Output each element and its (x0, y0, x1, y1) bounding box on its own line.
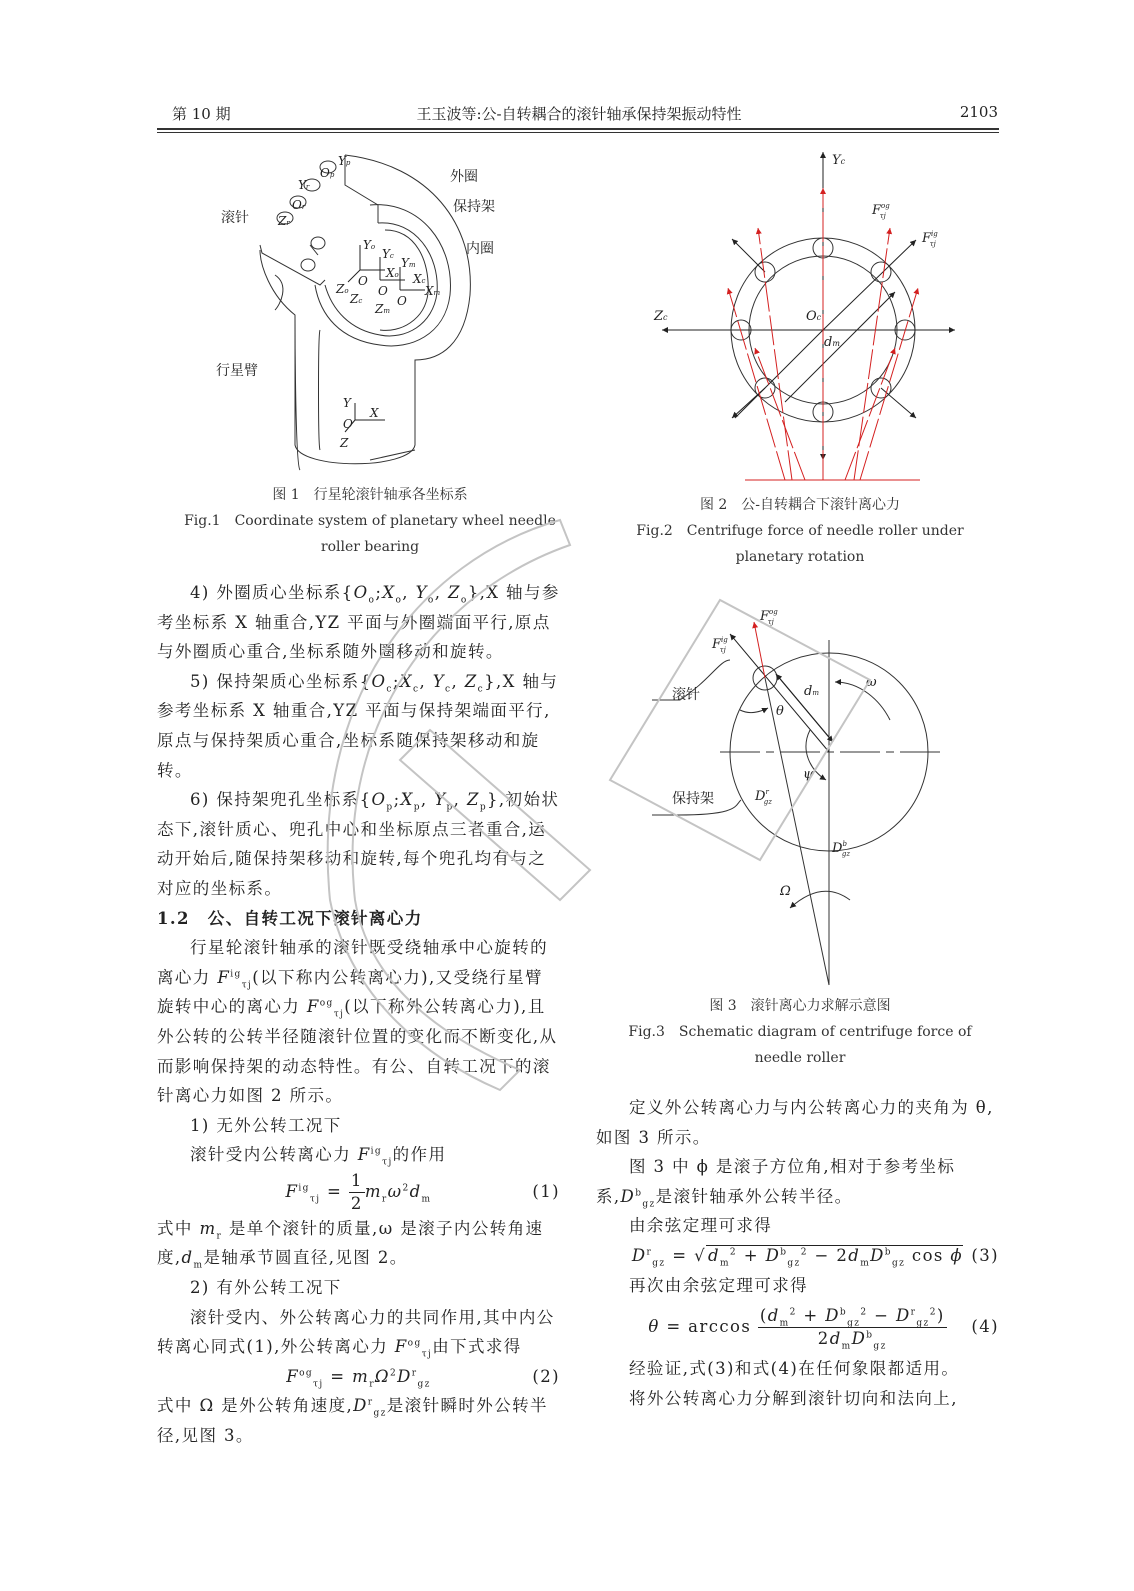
svg-text:Or: Or (292, 198, 306, 212)
text: 滚针受内公转离心力 (190, 1145, 358, 1165)
svg-text:Yo: Yo (363, 238, 376, 252)
text: 由下式求得 (432, 1337, 522, 1357)
svg-text:Zo: Zo (336, 282, 349, 296)
svg-text:Fogτj: $F^{og}$ τj (872, 202, 890, 220)
caption-cn: 图 3 滚针离心力求解示意图 (709, 998, 891, 1014)
paragraph-intro: 行星轮滚针轴承的滚针既受绕轴承中心旋转的离心力 $F^{ig}_{\tau j}$(以下称内公转离心力),又受绕行星臂旋转中心的离心力 $F^{og}_{\tau j}$(以下称外公转离心力),且外公转的公转半径随滚针位置的变化而不断变化,从而影响保持架的动态特性。有公、自转工况下的滚针离心力如图 2 所示。 (157, 938, 558, 1106)
caption-en-2: planetary rotation (735, 549, 865, 565)
paragraph-cosine-2: 再次由余弦定理可求得 (629, 1275, 808, 1295)
text: 4) 外圈质心坐标系{ (190, 583, 354, 602)
svg-text:O: O (378, 284, 388, 298)
text: 式中 (157, 1218, 200, 1238)
equation-number: (3) (971, 1245, 999, 1265)
left-column (157, 578, 560, 1451)
equation-2-description: 式中 Ω 是外公转角速度$,D^r_{gz}$是滚针瞬时外公转半径,见图 3。 (157, 1396, 548, 1446)
right-column (596, 1093, 999, 1413)
svg-text:Figτj: $F^{ig}$ τj (922, 230, 938, 248)
svg-text:Xo: Xo (386, 266, 399, 280)
text: 的作用 (392, 1145, 447, 1165)
paragraph-pocket-frame: 6) 保持架兜孔坐标系{$O_p;X_p$, $Y_p$, $Z_p$},初始状态下,滚针质心、兜孔中心和坐标原点三者重合,运动开始后,随保持架移动和旋转,每个兜孔均有与之对应的坐标系。 (157, 790, 560, 898)
running-header (160, 103, 998, 125)
text: 式中 Ω 是外公转角速度, (157, 1396, 354, 1416)
label-needle: 滚针 (221, 210, 249, 226)
equation-1-description: 式中 $m_r$ 是单个滚针的质量,ω 是滚子内公转角速度$,d_m$是轴承节圆直径,见图 2。 (157, 1218, 544, 1271)
header-rule-thin (157, 132, 999, 133)
svg-text:Dbgz: $D^b$ gz (832, 840, 851, 858)
text: 行星轮滚针轴承的滚针既受绕轴承中心旋转的离心力 (157, 938, 548, 987)
paragraph-verification: 经验证,式(3)和式(4)在任何象限都适用。 (629, 1359, 960, 1379)
text: 滚针受内、外公转离心力的共同作用,其中内公转离心同式(1),外公转离心力 (157, 1307, 555, 1357)
svg-text:Z: Z (340, 436, 349, 450)
label-outer-ring: 外圈 (450, 169, 478, 185)
text: (以下称外公转离心力),且外公转的公转半径随滚针位置的变化而不断变化,从而影响保持架的动态特性。有公、自转工况下的滚针离心力如图 2 所示。 (157, 997, 558, 1106)
svg-text:ψ: ψ (803, 767, 814, 782)
running-title: 王玉波等:公-自转耦合的滚针轴承保持架振动特性 (416, 105, 742, 123)
svg-text:Yc: Yc (382, 247, 394, 261)
text: },X 轴与参考坐标系 X 轴重合,YZ 平面与保持架端面平行,原点与保持架质心重合,坐标系随保持架移动和旋转。 (157, 671, 559, 780)
text: (以下称内公转离心力),又受绕行星臂旋转中心的离心力 (157, 967, 544, 1017)
svg-text:ω: ω (866, 675, 877, 690)
svg-text:θ: θ (776, 704, 784, 719)
figure-1-caption (160, 482, 580, 560)
text: 5) 保持架质心坐标系{ (190, 671, 372, 691)
svg-text:Xm: Xm (425, 284, 441, 298)
equation-2: $F^{og}_{\tau j} = m_r\Omega^2D^r_{gz}$ (2) (157, 1362, 560, 1392)
caption-en: Fig.3 Schematic diagram of centrifuge force of (628, 1024, 972, 1040)
figure-2-centrifuge-diagram (640, 140, 960, 490)
text: 6) 保持架兜孔坐标系{ (190, 790, 372, 810)
caption-en-2: roller bearing (320, 539, 420, 555)
svg-text:dm: dm (804, 684, 819, 699)
svg-text:Ym: Ym (401, 256, 416, 270)
section-heading: 1.2 公、自转工况下滚针离心力 (157, 908, 423, 928)
figure-3-caption (610, 993, 990, 1071)
equation-3: $D^r_{gz}$ = √ $d_m^2 + D^b_{gz}^2 - 2d_mD^b_{gz}$ cos ϕ (3) (596, 1241, 999, 1271)
svg-text:Zm: Zm (375, 302, 390, 316)
case-1-heading: 1) 无外公转工况下 (190, 1115, 342, 1135)
equation-number: (1) (532, 1181, 560, 1201)
svg-text:dm: dm (824, 335, 840, 350)
svg-text:O: O (343, 417, 353, 431)
label-cage: 保持架 (453, 199, 495, 215)
svg-text:Zr: Zr (278, 214, 290, 228)
svg-text:Oc: Oc (806, 309, 822, 324)
figure-2-caption (610, 492, 990, 570)
label-inner-ring: 内圈 (466, 241, 494, 257)
svg-text:Op: Op (320, 166, 335, 180)
equation-4: θ = arccos $\frac{(d_m^2 + D^b_{gz}^2 - D^r_{gz}^2)}{2d_mD^b_{gz}}$ (4) (596, 1300, 999, 1354)
paragraph-angle-definition: 定义外公转离心力与内公转离心力的夹角为 θ,如图 3 所示。 (596, 1098, 994, 1147)
equation-number: (4) (971, 1317, 999, 1337)
svg-text:Yc: Yc (832, 153, 846, 168)
issue-number: 第 10 期 (172, 105, 231, 123)
svg-text:X: X (370, 406, 379, 420)
svg-text:O: O (358, 274, 368, 288)
case-2-text: 滚针受内、外公转离心力的共同作用,其中内公转离心同式(1),外公转离心力 $F^{og}_{\tau j}$由下式求得 (157, 1307, 555, 1360)
svg-text:Drgz: $D^r$ gz (755, 788, 772, 806)
caption-cn: 图 1 行星轮滚针轴承各坐标系 (272, 487, 468, 503)
svg-text:O: O (397, 294, 407, 308)
text: },X 轴与参考坐标系 X 轴重合,YZ 平面与外圈端面平行,原点与外圈质心重合,坐标系随外圈移动和旋转。 (157, 583, 560, 662)
svg-text:Y: Y (343, 396, 351, 410)
paragraph-cosine-1: 由余弦定理可求得 (629, 1216, 773, 1236)
svg-text:Zc: Zc (654, 309, 668, 324)
case-2-heading: 2) 有外公转工况下 (190, 1278, 342, 1298)
text: 图 3 中 ϕ 是滚子方位角,相对于参考坐标系, (596, 1157, 956, 1206)
svg-text:Xc: Xc (413, 272, 426, 286)
page-number: 2103 (959, 103, 998, 121)
caption-cn: 图 2 公-自转耦合下滚针离心力 (699, 497, 901, 513)
svg-text:Figτj: $F^{ig}$ τj (712, 636, 728, 654)
label-planet-arm: 行星臂 (216, 363, 258, 379)
figure-1-bearing-drawing (200, 145, 520, 475)
label-cage: 保持架 (672, 791, 714, 807)
svg-text:Fogτj: $F^{og}$ τj (760, 608, 778, 626)
text: 是滚针瞬时外公转半径,见图 3。 (157, 1396, 548, 1446)
caption-en: Fig.1 Coordinate system of planetary wheel needle (184, 513, 556, 529)
text: 是滚针轴承外公转半径。 (655, 1186, 853, 1206)
svg-text:Zc: Zc (350, 292, 363, 306)
text: 是单个滚针的质量,ω 是滚子内公转角速度, (157, 1218, 544, 1268)
caption-en-2: needle roller (754, 1050, 846, 1066)
paragraph-cage-frame: 5) 保持架质心坐标系{$O_c;X_c$, $Y_c$, $Z_c\},X$ 轴与参考坐标系 X 轴重合,YZ 平面与保持架端面平行,原点与保持架质心重合,坐标系随保持架移动和旋转。 (157, 671, 559, 780)
svg-text:Ω: Ω (780, 884, 791, 899)
label-needle: 滚针 (672, 687, 700, 703)
paragraph-outer-ring-frame: 4) 外圈质心坐标系{$O_o;X_o$, $Y_o$, $Z_o\},X$ 轴与参考坐标系 X 轴重合,YZ 平面与外圈端面平行,原点与外圈质心重合,坐标系随外圈移动和旋转。 (157, 583, 560, 662)
text: 是轴承节圆直径,见图 2。 (203, 1248, 408, 1268)
paragraph-decompose: 将外公转离心力分解到滚针切向和法向上, (629, 1388, 958, 1408)
text: },初始状态下,滚针质心、兜孔中心和坐标原点三者重合,运动开始后,随保持架移动和旋转,每个兜孔均有与之对应的坐标系。 (157, 790, 560, 898)
caption-en: Fig.2 Centrifuge force of needle roller under (636, 523, 964, 539)
case-1-text: 滚针受内公转离心力 $F^{ig}_{\tau j}$的作用 (190, 1145, 447, 1168)
svg-text:Yp: Yp (338, 154, 351, 168)
svg-text:Yr: Yr (298, 178, 310, 192)
equation-number: (2) (532, 1366, 560, 1386)
header-rule (157, 128, 999, 130)
equation-1: $F^{ig}_{\tau j}$ = $\frac{1}{2}$ $m_r\omega^2d_m$ (1) (285, 1170, 560, 1213)
paragraph-azimuth: 图 3 中 ϕ 是滚子方位角,相对于参考坐标系$,D^b_{gz}$是滚针轴承外公转半径。 (596, 1157, 956, 1210)
